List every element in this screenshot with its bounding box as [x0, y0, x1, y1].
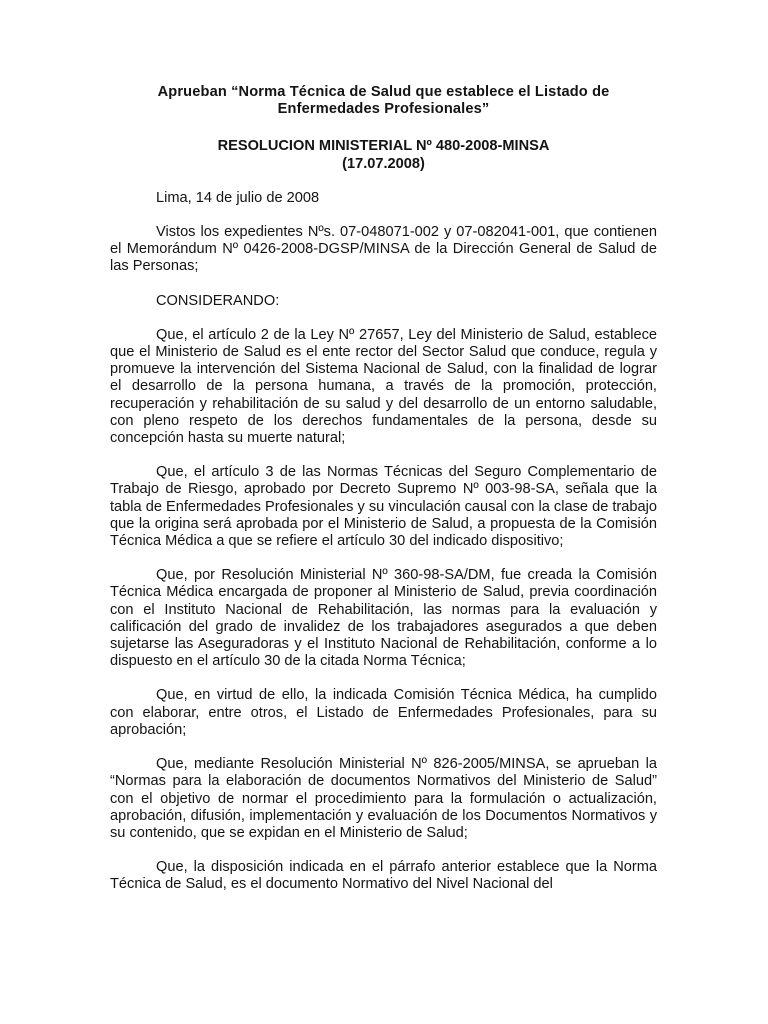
vistos-paragraph: Vistos los expedientes Nºs. 07-048071-002 y 07-082041-001, que contienen el Memorándum Nº 0426-2008-DGSP/MINSA de la Dirección General de Salud de las Personas; [110, 224, 657, 275]
considerando-paragraph-5: Que, mediante Resolución Ministerial Nº 826-2005/MINSA, se aprueban la “Normas para la elaboración de documentos Normativos del Ministerio de Salud” con el objetivo de normar el procedimiento para la formulación o actualización, aprobación, difusión, implementación y evaluación de los Documentos Normativos y su contenido, que se expidan en el Ministerio de Salud; [110, 756, 657, 841]
considerando-paragraph-1: Que, el artículo 2 de la Ley Nº 27657, Ley del Ministerio de Salud, establece que el Ministerio de Salud es el ente rector del Sector Salud que conduce, regula y promueve la intervención del Sistema Nacional de Salud, con la finalidad de lograr el desarrollo de la persona humana, a través de la promoción, protección, recuperación y rehabilitación de su salud y del desarrollo de un entorno saludable, con pleno respeto de los derechos fundamentales de la persona, desde su concepción hasta su muerte natural; [110, 326, 657, 447]
considerando-paragraph-6: Que, la disposición indicada en el párrafo anterior establece que la Norma Técnica de Salud, es el documento Normativo del Nivel Nacional del [110, 859, 657, 893]
considerando-paragraph-3: Que, por Resolución Ministerial Nº 360-98-SA/DM, fue creada la Comisión Técnica Médica encargada de proponer al Ministerio de Salud, previa coordinación con el Instituto Nacional de Rehabilitación, las normas para la evaluación y calificación del grado de invalidez de los trabajadores asegurados a que deben sujetarse las Aseguradoras y el Instituto Nacional de Rehabilitación, conforme a lo dispuesto en el artículo 30 de la citada Norma Técnica; [110, 567, 657, 670]
document-body [110, 84, 657, 894]
considerando-heading: CONSIDERANDO: [156, 292, 280, 309]
place-date: Lima, 14 de julio de 2008 [156, 189, 320, 206]
document-title-line-2: Enfermedades Profesionales” [277, 101, 490, 118]
resolution-heading [110, 138, 657, 172]
document-title-line-1: Aprueban “Norma Técnica de Salud que establece el Listado de [157, 84, 610, 100]
considerando-paragraph-4: Que, en virtud de ello, la indicada Comisión Técnica Médica, ha cumplido con elaborar, entre otros, el Listado de Enfermedades Profesionales, para su aprobación; [110, 687, 657, 738]
resolution-date: (17.07.2008) [342, 155, 425, 172]
considerando-paragraph-2: Que, el artículo 3 de las Normas Técnicas del Seguro Complementario de Trabajo de Riesgo, aprobado por Decreto Supremo Nº 003-98-SA, señala que la tabla de Enfermedades Profesionales y su vinculación causal con la clase de trabajo que la origina será aprobada por el Ministerio de Salud, a propuesta de la Comisión Técnica Médica a que se refiere el artículo 30 del indicado dispositivo; [110, 464, 657, 550]
document-title [110, 84, 657, 118]
resolution-number: RESOLUCION MINISTERIAL Nº 480-2008-MINSA [217, 138, 550, 155]
